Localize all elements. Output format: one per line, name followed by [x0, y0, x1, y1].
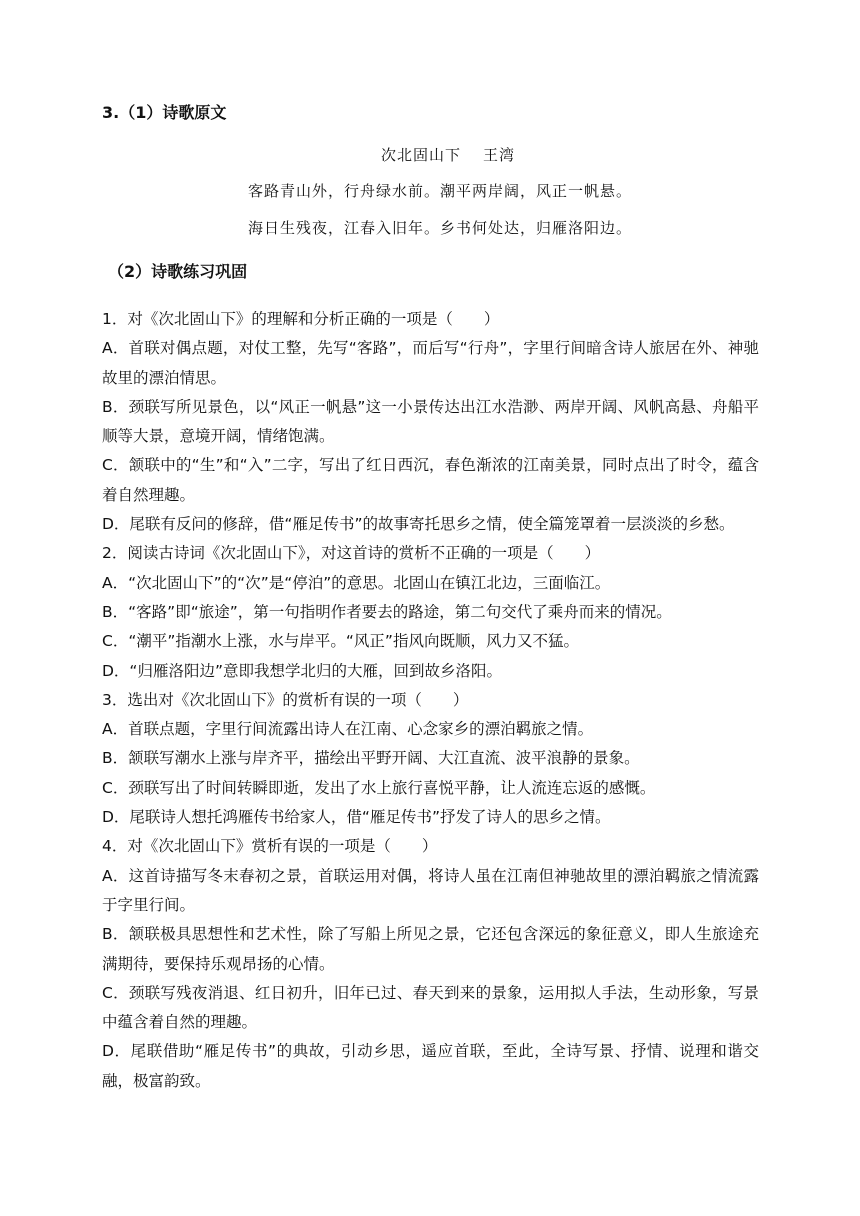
poem-line-1: 客路青山外，行舟绿水前。潮平两岸阔，风正一帆悬。: [247, 182, 632, 200]
poem-title: 次北固山下: [380, 146, 461, 164]
questions-list: [102, 305, 759, 1096]
question-option: C．颈联写残夜消退、红日初升，旧年已过、春天到来的景象，运用拟人手法，生动形象，写景中蕴含着自然的理趣。: [102, 983, 759, 1032]
question-option: D．尾联有反问的修辞，借“雁足传书”的故事寄托思乡之情，使全篇笼罩着一层淡淡的乡愁。: [102, 515, 735, 534]
question-option: C．“潮平”指潮水上涨，水与岸平。“风正”指风向既顺，风力又不猛。: [102, 632, 579, 651]
poem-title-line: [18, 144, 860, 165]
question-option: B．颔联写潮水上涨与岸齐平，描绘出平野开阔、大江直流、波平浪静的景象。: [102, 749, 640, 768]
section-heading-poem-text: 3.（1）诗歌原文: [102, 103, 227, 122]
section-heading-exercises: （2）诗歌练习巩固: [108, 262, 248, 281]
question-option: B．“客路”即“旅途”，第一句指明作者要去的路途，第二句交代了乘舟而来的情况。: [102, 602, 672, 621]
question-option: C．颔联中的“生”和“入”二字，写出了红日西沉，春色渐浓的江南美景，同时点出了时令，蕴含着自然理趣。: [102, 456, 759, 504]
question-stem: 3．选出对《次北固山下》的赏析有误的一项（ ）: [102, 690, 469, 709]
question-option: B．颔联极具思想性和艺术性，除了写船上所见之景，它还包含深远的象征意义，即人生旅途充满期待，要保持乐观昂扬的心情。: [102, 925, 759, 973]
question-stem: 4．对《次北固山下》赏析有误的一项是（ ）: [102, 837, 438, 856]
poem-line-2: 海日生残夜，江春入旧年。乡书何处达，归雁洛阳边。: [247, 219, 632, 237]
question-option: A．首联对偶点题，对仗工整，先写“客路”，而后写“行舟”，字里行间暗含诗人旅居在外、神驰故里的漂泊情思。: [102, 339, 759, 387]
question-option: A．首联点题，字里行间流露出诗人在江南、心念家乡的漂泊羁旅之情。: [102, 720, 594, 739]
question-option: D．“归雁洛阳边”意即我想学北归的大雁，回到故乡洛阳。: [102, 661, 502, 680]
question-option: A．“次北固山下”的“次”是“停泊”的意思。北固山在镇江北边，三面临江。: [102, 573, 611, 592]
question-option: C．颈联写出了时间转瞬即逝，发出了水上旅行喜悦平静，让人流连忘返的感慨。: [102, 778, 656, 797]
question-option: D．尾联诗人想托鸿雁传书给家人，借“雁足传书”抒发了诗人的思乡之情。: [102, 808, 611, 827]
question-stem: 2．阅读古诗词《次北固山下》，对这首诗的赏析不正确的一项是（ ）: [102, 544, 601, 563]
question-stem: 1．对《次北固山下》的理解和分析正确的一项是（ ）: [102, 310, 500, 328]
question-option: D．尾联借助“雁足传书”的典故，引动乡思，遥应首联，至此，全诗写景、抒情、说理和谐交融，极富韵致。: [102, 1042, 759, 1090]
question-option: A．这首诗描写冬末春初之景，首联运用对偶，将诗人虽在江南但神驰故里的漂泊羁旅之情流露于字里行间。: [102, 866, 759, 914]
poem-author: 王湾: [483, 146, 516, 164]
question-option: B．颈联写所见景色，以“风正一帆悬”这一小景传达出江水浩渺、两岸开阔、风帆高悬、舟船平顺等大景，意境开阔，情绪饱满。: [102, 397, 759, 446]
